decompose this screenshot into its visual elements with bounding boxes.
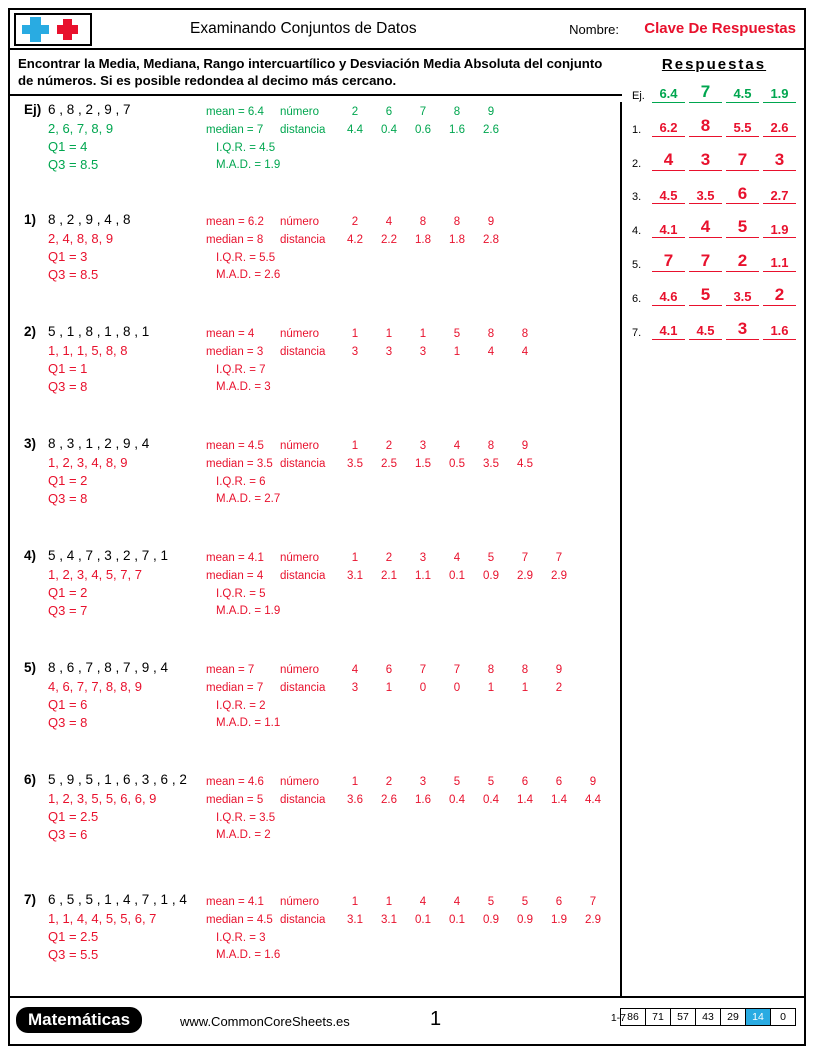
solution-median-row — [206, 568, 576, 586]
solution-mean: mean = 6.2 — [206, 216, 264, 228]
solution-median: median = 7 — [206, 681, 264, 694]
problem-left — [24, 212, 216, 284]
numbers-series: 1 2 3 4 5 7 7 — [351, 552, 563, 564]
solution-mean-row — [206, 894, 610, 912]
answer-list — [630, 83, 798, 340]
problem-sorted: 2, 4, 8, 8, 9 — [48, 231, 114, 246]
answer-value[interactable]: 5 — [689, 286, 722, 306]
solution-mean: mean = 4.1 — [206, 552, 264, 564]
problem-dataset: 6 , 8 , 2 , 9 , 7 — [48, 102, 131, 117]
page-number: 1 — [430, 1008, 442, 1030]
answer-value[interactable]: 4.5 — [689, 324, 722, 340]
score-cell: 71 — [646, 1009, 671, 1025]
answer-row — [630, 218, 798, 238]
answer-row-number: 4. — [632, 225, 642, 238]
problem-dataset: 5 , 4 , 7 , 3 , 2 , 7 , 1 — [48, 548, 169, 563]
problem-item — [10, 102, 620, 208]
answer-row — [630, 286, 798, 306]
problem-q1: Q1 = 2 — [48, 584, 88, 600]
answer-row-number: Ej. — [632, 89, 645, 102]
solution-median-row — [206, 232, 508, 250]
solution-mean-row — [206, 438, 542, 456]
problem-dataset: 6 , 5 , 5 , 1 , 4 , 7 , 1 , 4 — [48, 892, 187, 907]
distances-series: 3.6 2.6 1.6 0.4 0.4 1.4 1.4 4.4 — [347, 793, 601, 806]
answer-row — [630, 117, 798, 137]
solution-mad: M.A.D. = 2.6 — [216, 269, 281, 282]
problem-sorted: 2, 6, 7, 8, 9 — [48, 121, 114, 136]
solution-median: median = 3 — [206, 345, 264, 358]
solution-median: median = 3.5 — [206, 457, 273, 470]
solution-mad: M.A.D. = 2 — [216, 829, 271, 842]
problem-number: 1) — [24, 212, 37, 227]
solution-mad: M.A.D. = 1.6 — [216, 949, 281, 962]
problem-left — [24, 772, 216, 844]
numbers-series: 1 2 3 5 5 6 6 9 — [351, 776, 597, 788]
solution-median: median = 4 — [206, 569, 264, 582]
problem-dataset: 5 , 9 , 5 , 1 , 6 , 3 , 6 , 2 — [48, 772, 187, 787]
answer-row — [630, 320, 798, 340]
answer-row — [630, 83, 798, 103]
problem-solution — [206, 662, 576, 733]
problem-q1: Q1 = 2 — [48, 472, 88, 488]
problem-number: 3) — [24, 436, 37, 451]
score-range-label: 1-7 — [610, 1012, 626, 1024]
solution-iqr: I.Q.R. = 5.5 — [216, 251, 276, 264]
problems-column — [10, 102, 622, 996]
score-cell: 14 — [746, 1009, 771, 1025]
problem-solution — [206, 894, 610, 965]
instructions-text: Encontrar la Media, Mediana, Rango intercuartílico y Desviación Media Absoluta del conjunto de números. Si es posible redondea al decimo más cercano. — [10, 50, 622, 96]
solution-median-row — [206, 456, 542, 474]
solution-mean: mean = 4.1 — [206, 896, 264, 908]
answer-row — [630, 185, 798, 205]
solution-mean: mean = 7 — [206, 664, 255, 676]
solution-iqr: I.Q.R. = 3 — [216, 931, 266, 944]
answer-value[interactable]: 7 — [689, 252, 722, 272]
answer-value[interactable]: 5.5 — [726, 121, 759, 137]
distances-series: 4.2 2.2 1.8 1.8 2.8 — [347, 233, 499, 246]
solution-median-row — [206, 680, 576, 698]
problem-left — [24, 102, 216, 174]
problem-left — [24, 436, 216, 508]
answer-value[interactable]: 1.9 — [763, 223, 796, 239]
solution-mean: mean = 4.6 — [206, 776, 264, 788]
distances-series: 3.1 3.1 0.1 0.1 0.9 0.9 1.9 2.9 — [347, 913, 601, 926]
problem-sorted: 1, 1, 4, 4, 5, 5, 6, 7 — [48, 911, 157, 926]
score-cell: 86 — [621, 1009, 646, 1025]
name-value: Clave De Respuestas — [644, 20, 796, 37]
problem-left — [24, 660, 216, 732]
problem-q3: Q3 = 5.5 — [48, 946, 99, 962]
problem-sorted: 1, 2, 3, 5, 5, 6, 6, 9 — [48, 791, 157, 806]
answers-title: Respuestas — [661, 56, 767, 73]
problem-q3: Q3 = 8 — [48, 714, 88, 730]
problem-number: 6) — [24, 772, 37, 787]
problem-dataset: 8 , 6 , 7 , 8 , 7 , 9 , 4 — [48, 660, 169, 675]
answer-value[interactable]: 5 — [726, 218, 759, 238]
solution-mad: M.A.D. = 3 — [216, 381, 271, 394]
answer-value[interactable]: 3.5 — [689, 189, 722, 205]
problem-sorted: 1, 2, 3, 4, 5, 7, 7 — [48, 567, 142, 582]
distances-series: 3.1 2.1 1.1 0.1 0.9 2.9 2.9 — [347, 569, 567, 582]
answer-value[interactable]: 4.6 — [652, 290, 685, 306]
problem-q1: Q1 = 2.5 — [48, 808, 99, 824]
answer-value[interactable]: 3 — [726, 320, 759, 340]
problem-dataset: 5 , 1 , 8 , 1 , 8 , 1 — [48, 324, 150, 339]
problem-q1: Q1 = 4 — [48, 138, 88, 154]
problem-q1: Q1 = 3 — [48, 248, 88, 264]
answer-row-number: 3. — [632, 191, 642, 204]
score-cell: 57 — [671, 1009, 696, 1025]
solution-mean-row — [206, 774, 610, 792]
brand-badge: Matemáticas — [16, 1007, 142, 1033]
answer-value[interactable]: 7 — [726, 151, 759, 171]
problem-item — [10, 212, 620, 320]
answer-row-number: 5. — [632, 259, 642, 272]
distances-header: distancia — [280, 913, 326, 926]
problem-number: 5) — [24, 660, 37, 675]
solution-iqr: I.Q.R. = 6 — [216, 475, 266, 488]
solution-median: median = 4.5 — [206, 913, 273, 926]
score-scale — [620, 1008, 796, 1026]
solution-mean-row — [206, 662, 576, 680]
solution-median: median = 8 — [206, 233, 264, 246]
distances-header: distancia — [280, 123, 326, 136]
problem-item — [10, 324, 620, 432]
answer-value[interactable]: 6.2 — [652, 121, 685, 137]
problem-item — [10, 436, 620, 544]
answer-key-column — [624, 50, 804, 996]
problem-dataset: 8 , 3 , 1 , 2 , 9 , 4 — [48, 436, 150, 451]
website-url: www.CommonCoreSheets.es — [180, 1014, 350, 1029]
answer-row-number: 7. — [632, 326, 642, 339]
answer-value[interactable]: 2.6 — [763, 121, 796, 137]
answer-value[interactable]: 2.7 — [763, 189, 796, 205]
solution-median-row — [206, 912, 610, 930]
solution-iqr: I.Q.R. = 5 — [216, 587, 266, 600]
answer-value[interactable]: 4 — [652, 151, 685, 171]
problem-left — [24, 892, 216, 964]
solution-iqr: I.Q.R. = 3.5 — [216, 811, 276, 824]
answer-value[interactable]: 4.5 — [652, 189, 685, 205]
problem-solution — [206, 438, 542, 509]
score-cell: 43 — [696, 1009, 721, 1025]
answer-value[interactable]: 4.1 — [652, 324, 685, 340]
solution-iqr: I.Q.R. = 4.5 — [216, 141, 276, 154]
distances-header: distancia — [280, 457, 326, 470]
problem-q3: Q3 = 8 — [48, 378, 88, 394]
distances-header: distancia — [280, 681, 326, 694]
problem-item — [10, 660, 620, 768]
problem-item — [10, 548, 620, 656]
problem-list — [10, 102, 620, 996]
problem-solution — [206, 326, 542, 397]
page-footer — [10, 996, 804, 1044]
answer-value[interactable]: 1.9 — [763, 87, 796, 103]
problem-left — [24, 548, 216, 620]
distances-header: distancia — [280, 569, 326, 582]
problem-left — [24, 324, 216, 396]
numbers-header: número — [280, 776, 319, 788]
answer-row-number: 2. — [632, 157, 642, 170]
answer-value[interactable]: 2 — [726, 252, 759, 272]
solution-mad: M.A.D. = 2.7 — [216, 493, 281, 506]
answer-row-number: 6. — [632, 292, 642, 305]
answer-value[interactable]: 3 — [763, 151, 796, 171]
problem-solution — [206, 774, 610, 845]
answer-value[interactable]: 8 — [689, 117, 722, 137]
problem-solution — [206, 550, 576, 621]
problem-dataset: 8 , 2 , 9 , 4 , 8 — [48, 212, 131, 227]
score-cell: 29 — [721, 1009, 746, 1025]
solution-mean-row — [206, 326, 542, 344]
answer-value[interactable]: 6.4 — [652, 87, 685, 103]
problem-q3: Q3 = 6 — [48, 826, 88, 842]
distances-series: 3 1 0 0 1 1 2 — [351, 681, 563, 694]
solution-median-row — [206, 792, 610, 810]
solution-mean-row — [206, 214, 508, 232]
problem-sorted: 1, 1, 1, 5, 8, 8 — [48, 343, 128, 358]
numbers-header: número — [280, 328, 319, 340]
problem-sorted: 4, 6, 7, 7, 8, 8, 9 — [48, 679, 142, 694]
answer-value[interactable]: 1.1 — [763, 256, 796, 272]
problem-number: 2) — [24, 324, 37, 339]
numbers-series: 1 2 3 4 8 9 — [351, 440, 529, 452]
numbers-header: número — [280, 896, 319, 908]
answer-value[interactable]: 4 — [689, 218, 722, 238]
answer-row — [630, 151, 798, 171]
problem-item — [10, 772, 620, 888]
solution-mad: M.A.D. = 1.1 — [216, 717, 281, 730]
numbers-series: 1 1 4 4 5 5 6 7 — [351, 896, 597, 908]
solution-iqr: I.Q.R. = 7 — [216, 363, 266, 376]
problem-q1: Q1 = 6 — [48, 696, 88, 712]
numbers-header: número — [280, 440, 319, 452]
name-label: Nombre: — [569, 22, 619, 37]
answer-value[interactable]: 4.5 — [726, 87, 759, 103]
numbers-series: 1 1 1 5 8 8 — [351, 328, 529, 340]
distances-header: distancia — [280, 345, 326, 358]
solution-median-row — [206, 344, 542, 362]
solution-median: median = 5 — [206, 793, 264, 806]
numbers-header: número — [280, 664, 319, 676]
problem-number: 4) — [24, 548, 37, 563]
solution-median-row — [206, 122, 508, 140]
answer-value[interactable]: 3 — [689, 151, 722, 171]
numbers-header: número — [280, 552, 319, 564]
distances-header: distancia — [280, 793, 326, 806]
answer-value[interactable]: 6 — [726, 185, 759, 205]
problem-sorted: 1, 2, 3, 4, 8, 9 — [48, 455, 128, 470]
problem-solution — [206, 214, 508, 285]
answer-row-number: 1. — [632, 123, 642, 136]
problem-q3: Q3 = 7 — [48, 602, 88, 618]
worksheet-page — [8, 8, 806, 1046]
page-header — [10, 10, 804, 50]
answer-value[interactable]: 1.6 — [763, 324, 796, 340]
problem-number: Ej) — [24, 102, 42, 117]
answer-value[interactable]: 7 — [689, 83, 722, 103]
solution-mean: mean = 6.4 — [206, 106, 264, 118]
problem-q3: Q3 = 8.5 — [48, 156, 99, 172]
problem-number: 7) — [24, 892, 37, 907]
solution-mean-row — [206, 550, 576, 568]
problem-q3: Q3 = 8 — [48, 490, 88, 506]
problem-q1: Q1 = 1 — [48, 360, 88, 376]
problem-item — [10, 892, 620, 996]
problem-q3: Q3 = 8.5 — [48, 266, 99, 282]
solution-median: median = 7 — [206, 123, 264, 136]
numbers-series: 4 6 7 7 8 8 9 — [351, 664, 563, 676]
solution-iqr: I.Q.R. = 2 — [216, 699, 266, 712]
cross-logo-icon — [14, 13, 92, 46]
numbers-header: número — [280, 106, 319, 118]
page-title: Examinando Conjuntos de Datos — [190, 20, 417, 37]
numbers-header: número — [280, 216, 319, 228]
solution-mean: mean = 4 — [206, 328, 255, 340]
answer-value[interactable]: 3.5 — [726, 290, 759, 306]
answer-value[interactable]: 2 — [763, 286, 796, 306]
solution-mad: M.A.D. = 1.9 — [216, 605, 281, 618]
answer-value[interactable]: 7 — [652, 252, 685, 272]
numbers-series: 2 4 8 8 9 — [351, 216, 495, 228]
problem-q1: Q1 = 2.5 — [48, 928, 99, 944]
answer-row — [630, 252, 798, 272]
answer-value[interactable]: 4.1 — [652, 223, 685, 239]
distances-series: 3.5 2.5 1.5 0.5 3.5 4.5 — [347, 457, 533, 470]
numbers-series: 2 6 7 8 9 — [351, 106, 495, 118]
distances-series: 3 3 3 1 4 4 — [351, 345, 529, 358]
solution-mean: mean = 4.5 — [206, 440, 264, 452]
problem-solution — [206, 104, 508, 175]
distances-header: distancia — [280, 233, 326, 246]
score-cell: 0 — [780, 1011, 786, 1023]
solution-mean-row — [206, 104, 508, 122]
solution-mad: M.A.D. = 1.9 — [216, 159, 281, 172]
distances-series: 4.4 0.4 0.6 1.6 2.6 — [347, 123, 499, 136]
